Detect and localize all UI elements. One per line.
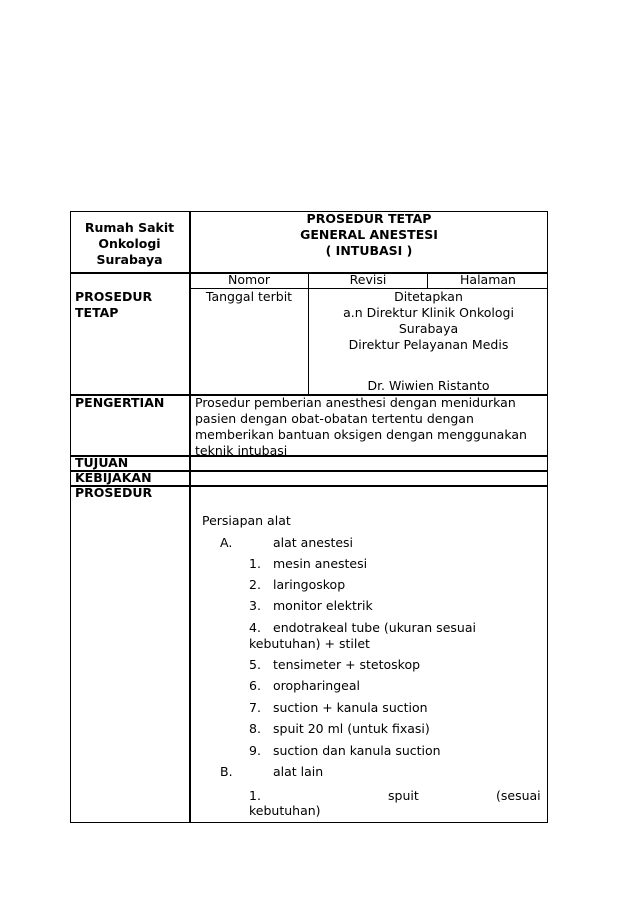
list-item: endotrakeal tube (ukuran sesuai — [273, 620, 476, 635]
list-item-continuation: kebutuhan) + stilet — [249, 636, 370, 651]
list-item-num: 9. — [249, 743, 261, 758]
pengertian-label: PENGERTIAN — [75, 395, 165, 410]
list-item-num: 1. — [249, 556, 261, 571]
list-item-num: 1. — [249, 788, 261, 803]
list-item: spuit — [388, 788, 419, 803]
list-item-num: 3. — [249, 598, 261, 613]
institution-name: Rumah Sakit Onkologi Surabaya — [84, 220, 175, 267]
section-label-prosedur-tetap: PROSEDUR TETAP — [75, 289, 153, 320]
list-item-num: 4. — [249, 620, 261, 635]
list-item-extra: (sesuai — [496, 788, 541, 803]
tanggal-terbit-label: Tanggal terbit — [205, 289, 293, 304]
list-item: tensimeter + stetoskop — [273, 657, 421, 672]
list-item-num: 7. — [249, 700, 261, 715]
kebijakan-label: KEBIJAKAN — [75, 470, 152, 485]
list-item-num: 6. — [249, 678, 261, 693]
list-item: laringoskop — [273, 577, 346, 592]
list-item: mesin anestesi — [273, 556, 368, 571]
list-item-continuation: kebutuhan) — [249, 803, 321, 818]
signatory-name: Dr. Wiwien Ristanto — [367, 378, 490, 393]
pengertian-text: Prosedur pemberian anesthesi dengan menidurkan pasien dengan obat-obatan tertentu dengan memberikan bantuan oksigen dengan menggunakan teknik intubasi — [195, 395, 527, 458]
revisi-label: Revisi — [349, 272, 387, 287]
list-item: monitor elektrik — [273, 598, 373, 613]
list-item-num: 5. — [249, 657, 261, 672]
list-item: suction + kanula suction — [273, 700, 428, 715]
list-item: suction dan kanula suction — [273, 743, 441, 758]
list-item-num: 2. — [249, 577, 261, 592]
approval-block: Ditetapkan a.n Direktur Klinik Onkologi Surabaya Direktur Pelayanan Medis — [343, 289, 514, 352]
list-item: spuit 20 ml (untuk fixasi) — [273, 721, 430, 736]
tujuan-label: TUJUAN — [75, 455, 129, 470]
group-a-title: alat anestesi — [273, 535, 354, 550]
prosedur-heading: Persiapan alat — [202, 513, 291, 528]
group-b-title: alat lain — [273, 764, 324, 779]
list-item-num: 8. — [249, 721, 261, 736]
sop-document — [70, 211, 548, 823]
halaman-label: Halaman — [460, 272, 516, 287]
list-item: oropharingeal — [273, 678, 360, 693]
prosedur-label: PROSEDUR — [75, 485, 153, 500]
group-b-letter: B. — [220, 764, 233, 779]
nomor-label: Nomor — [228, 272, 270, 287]
document-title: PROSEDUR TETAP GENERAL ANESTESI ( INTUBASI ) — [300, 211, 438, 258]
group-a-letter: A. — [220, 535, 233, 550]
